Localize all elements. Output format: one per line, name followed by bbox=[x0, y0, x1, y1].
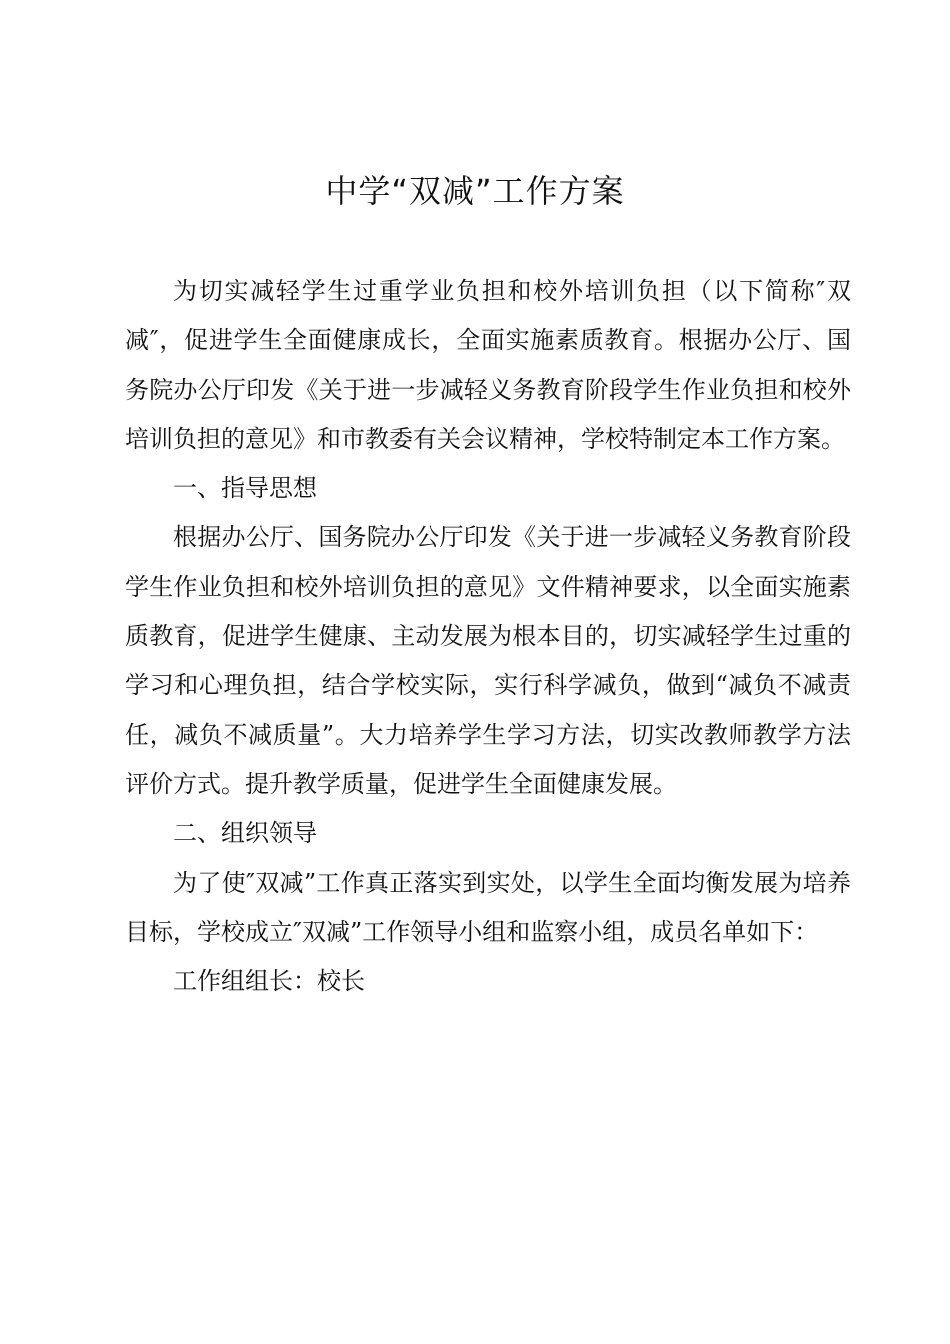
intro-paragraph: 为切实减轻学生过重学业负担和校外培训负担（以下简称″双减″，促进学生全面健康成长，全面实施素质教育。根据办公厅、国务院办公厅印发《关于进一步减轻义务教育阶段学生作业负担和校外培训负担的意见》和市教委有关会议精神，学校特制定本工作方案。 bbox=[125, 277, 851, 453]
team-leader-line: 工作组组长：校长 bbox=[173, 967, 365, 996]
document-title: 中学“双减”工作方案 bbox=[325, 172, 625, 210]
document-body bbox=[125, 267, 851, 1006]
guiding-ideology-paragraph: 根据办公厅、国务院办公厅印发《关于进一步减轻义务教育阶段学生作业负担和校外培训负担的意见》文件精神要求，以全面实施素质教育，促进学生健康、主动发展为根本目的，切实减轻学生过重的学习和心理负担，结合学校实际，实行科学减负，做到“减负不减责任，减负不减质量”。大力培养学生学习方法，切实改教师教学方法评价方式。提升教学质量，促进学生全面健康发展。 bbox=[125, 523, 851, 798]
section-heading-guiding-ideology: 一、指导思想 bbox=[173, 474, 317, 503]
organization-paragraph: 为了使″双减”工作真正落实到实处，以学生全面均衡发展为培养目标，学校成立″双减”工作领导小组和监察小组，成员名单如下： bbox=[125, 868, 851, 946]
section-heading-organization: 二、组织领导 bbox=[173, 819, 317, 848]
